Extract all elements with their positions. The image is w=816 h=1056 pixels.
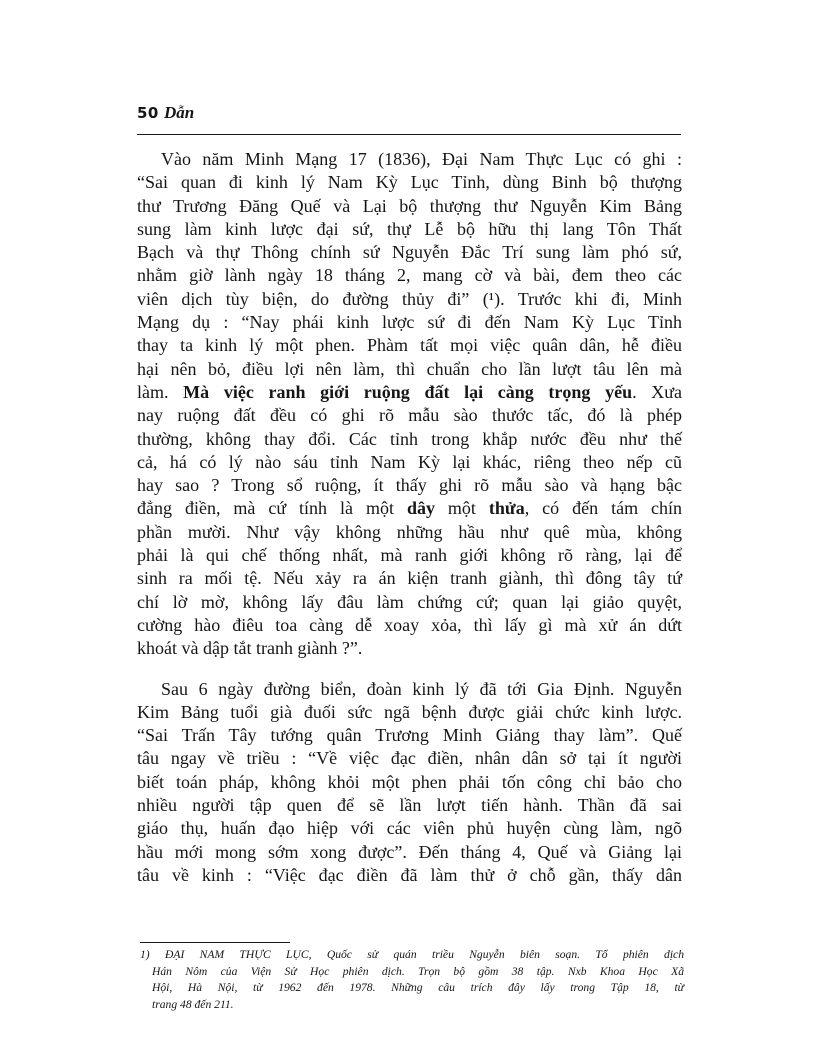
text-line: phần mười. Như vậy không những hầu như quê mùa, không — [137, 521, 682, 542]
text-run: đẳng điền, mà cứ tính là một — [137, 498, 394, 519]
page-header — [137, 104, 681, 135]
text-line — [137, 497, 682, 520]
footnote — [140, 947, 684, 1013]
text-line: thay ta kinh lý một phen. Phàm tất mọi việc quân dân, hễ điều — [137, 335, 682, 356]
text-line: hại nên bỏ, điều lợi nên làm, thì chuẩn cho lần lượt tâu lên mà — [137, 358, 682, 379]
bold-emphasis: Mà việc ranh giới ruộng đất lại càng trọng yếu — [183, 381, 633, 402]
text-line: giáo thụ, huấn đạo hiệp với các viên phủ huyện cùng làm, ngõ — [137, 818, 682, 839]
text-line: thư Trương Đăng Quế và Lại bộ thượng thư Nguyễn Kim Bảng — [137, 195, 682, 216]
text-line: tâu ngay về triều : “Về việc đạc điền, nhân dân sở tại ít người — [137, 748, 682, 769]
paragraph-2 — [137, 678, 682, 888]
text-line: cả, há có lý nào sáu tỉnh Nam Kỳ lại khác, riêng theo nếp cũ — [137, 451, 682, 472]
text-line: Kim Bảng tuổi già đuối sức ngã bệnh được giải chức kinh lược. — [137, 701, 682, 722]
text-line: cường hào điêu toa càng dễ xoay xỏa, thì lấy gì mà xử án dứt — [137, 614, 682, 635]
text-line: nhằm giờ lành ngày 18 tháng 2, mang cờ và bài, đem theo các — [137, 265, 682, 286]
text-line: Mạng dụ : “Nay phái kinh lược sứ đi đến Nam Kỳ Lục Tỉnh — [137, 312, 682, 333]
text-run: . Xưa — [632, 381, 682, 402]
text-line: thường, không thay đổi. Các tỉnh trong khắp nước đều như thế — [137, 428, 682, 449]
footnote-line: 1) ĐẠI NAM THỰC LỤC, Quốc sử quán triều Nguyễn biên soạn. Tổ phiên dịch — [140, 948, 684, 961]
text-line — [137, 381, 682, 404]
text-line: hay sao ? Trong sổ ruộng, ít thấy ghi rõ mẫu sào và hạng bậc — [137, 475, 682, 496]
bold-emphasis: dây — [406, 498, 435, 519]
text-line: phải là qui chế thống nhất, mà ranh giới không rõ ràng, lại để — [137, 545, 682, 566]
footnote-divider — [140, 942, 290, 943]
paragraph-1 — [137, 148, 682, 661]
text-line: Bạch và thự Thông chính sứ Nguyễn Đắc Trí sung làm phó sứ, — [137, 242, 682, 263]
text-line: hầu mới mong sớm xong được”. Đến tháng 4, Quế và Giảng lại — [137, 841, 682, 862]
text-line: chí lờ mờ, không lấy đâu làm chứng cứ; quan lại giảo quyệt, — [137, 591, 682, 612]
footnote-line: trang 48 đến 211. — [152, 997, 234, 1011]
footnote-line: Hán Nôm của Viện Sử Học phiên dịch. Trọn bộ gồm 38 tập. Nxb Khoa Học Xã — [152, 964, 684, 978]
text-line: “Sai Trấn Tây tướng quân Trương Minh Giảng thay làm”. Quế — [137, 725, 682, 746]
footnote-line: Hội, Hà Nội, từ 1962 đến 1978. Những câu trích đây lấy trong Tập 18, từ — [152, 981, 684, 994]
text-line: sinh ra mối tệ. Nếu xảy ra án kiện tranh giành, thì đông tây tứ — [137, 568, 682, 589]
text-line: nhiều người tập quen để sẽ lần lượt tiến hành. Thần đã sai — [137, 795, 682, 816]
bold-emphasis: thửa — [488, 498, 525, 519]
text-line: biết toán pháp, không khỏi một phen phải tốn công chỉ bảo cho — [137, 771, 682, 792]
text-line: Vào năm Minh Mạng 17 (1836), Đại Nam Thực Lục có ghi : — [161, 149, 682, 169]
text-line: sung làm kinh lược đại sứ, thự Lễ bộ hữu thị lang Tôn Thất — [137, 218, 682, 239]
text-line: Sau 6 ngày đường biển, đoàn kinh lý đã tới Gia Định. Nguyễn — [161, 678, 682, 699]
text-line: nay ruộng đất đều có ghi rõ mẫu sào thước tấc, đó là phép — [137, 405, 682, 426]
page-number: 50 — [137, 104, 159, 122]
running-title: Dẫn — [164, 103, 195, 122]
text-line: viên dịch tùy biện, do đường thủy đi” (¹). Trước khi đi, Minh — [137, 288, 682, 309]
text-run: một — [447, 498, 476, 519]
page-body — [137, 148, 682, 887]
text-line: tâu về kinh : “Việc đạc điền đã làm thử ở chỗ gần, thấy dân — [137, 864, 682, 885]
text-line: “Sai quan đi kinh lý Nam Kỳ Lục Tỉnh, dùng Binh bộ thượng — [137, 172, 682, 193]
text-line: khoát và dập tắt tranh giành ?”. — [137, 638, 363, 659]
text-run: làm. — [137, 381, 169, 402]
text-run: , có đến tám chín — [524, 498, 683, 519]
